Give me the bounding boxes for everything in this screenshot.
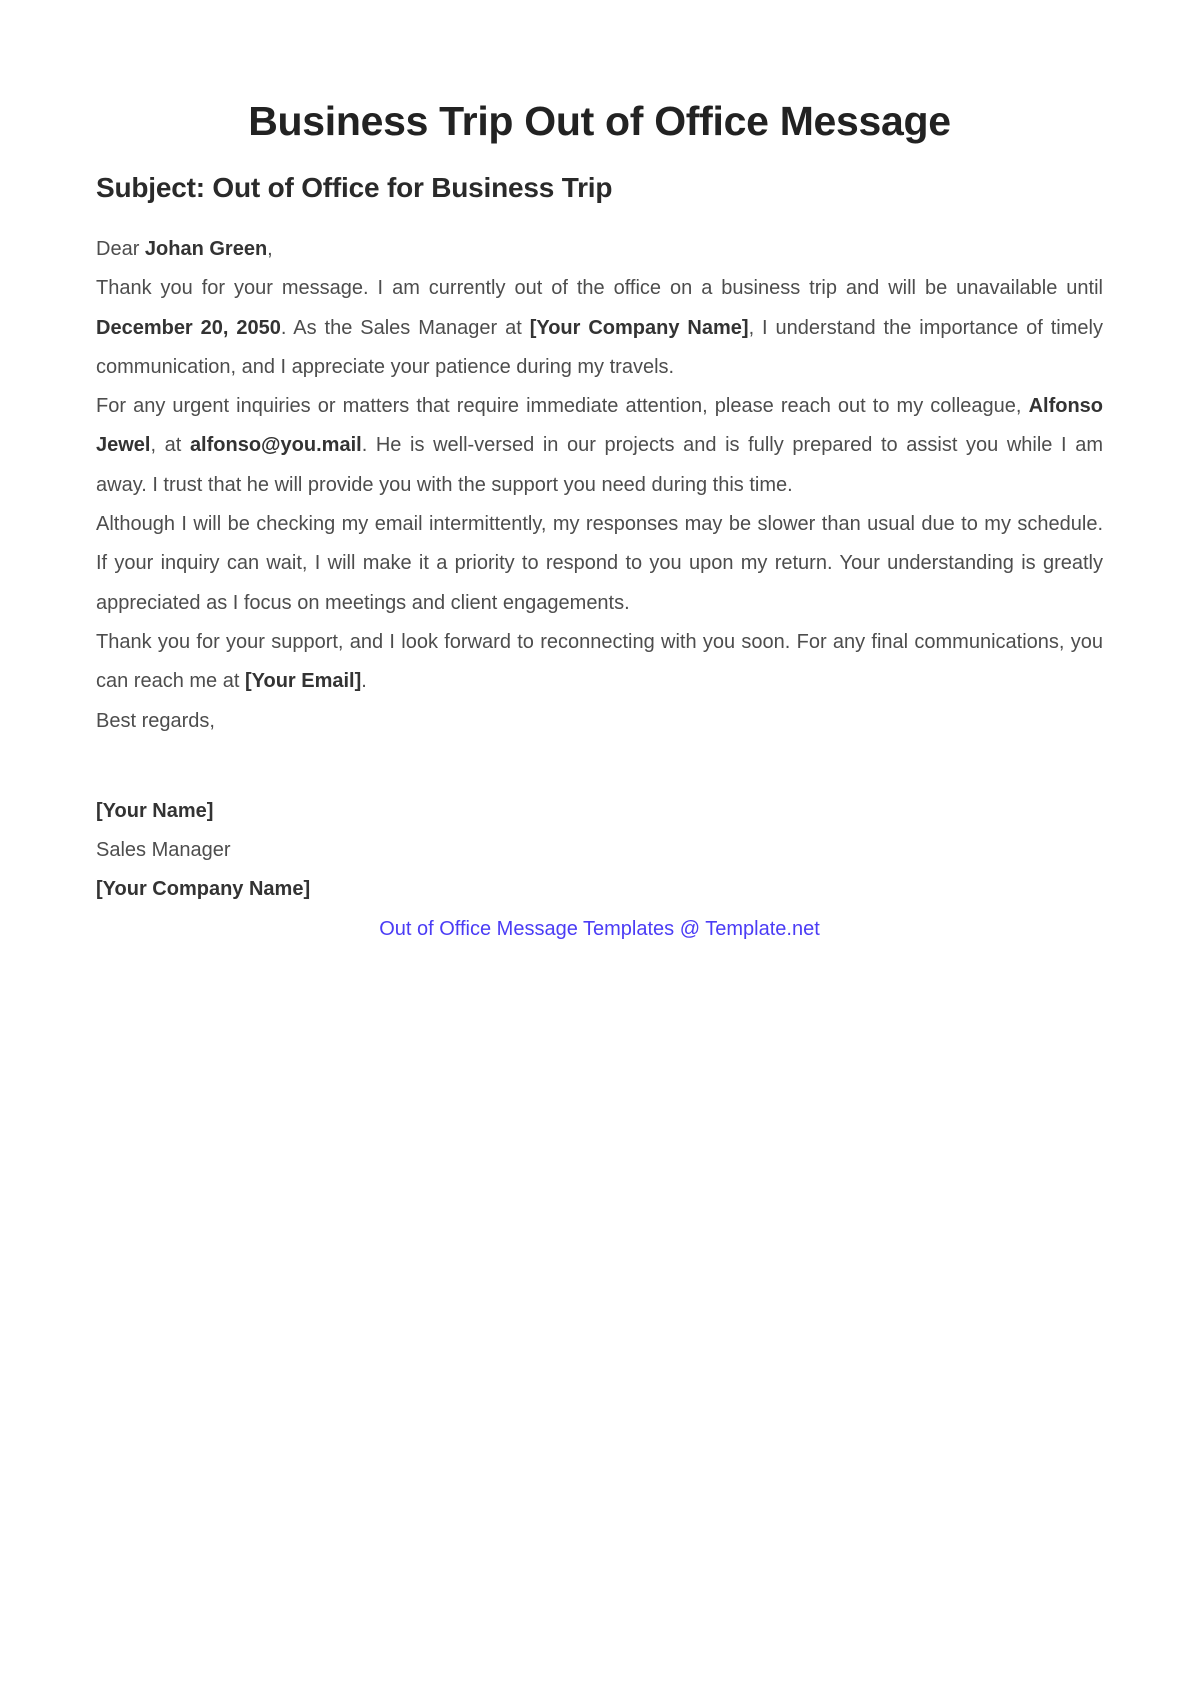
p1-text-a: Thank you for your message. I am currently out of the office on a business trip and will be unavailable until: [96, 277, 1103, 300]
p4-text-a: Thank you for your support, and I look forward to reconnecting with you soon. For any final communications, you can reach me at: [96, 630, 1103, 693]
greeting-suffix: ,: [267, 238, 273, 260]
paragraph-4: [96, 623, 1103, 702]
paragraph-2: [96, 387, 1103, 505]
signature-role: Sales Manager: [96, 839, 231, 862]
signature-name-text: [Your Name]: [96, 799, 214, 822]
paragraph-3: Although I will be checking my email intermittently, my responses may be slower than usual due to my schedule. If your inquiry can wait, I will make it a priority to respond to you upon my return. Your understanding is greatly appreciated as I focus on meetings and client engagements.: [96, 513, 1103, 614]
p4-text-b: .: [361, 670, 367, 693]
templates-link[interactable]: Out of Office Message Templates: [379, 917, 675, 940]
email-placeholder: [Your Email]: [244, 670, 362, 693]
email-subject: Subject: Out of Office for Business Trip: [96, 172, 613, 203]
page-title: Business Trip Out of Office Message: [248, 98, 951, 144]
footer-credit: [96, 910, 1103, 949]
colleague-name: Alfonso Jewel: [96, 395, 1103, 457]
message-body: [96, 230, 1103, 949]
signature-company-text: [Your Company Name]: [96, 878, 311, 901]
colleague-email: alfonso@you.mail: [189, 434, 362, 457]
p2-text-a: For any urgent inquiries or matters that require immediate attention, please reach out to my colleague,: [96, 395, 1029, 418]
p2-text-c: . He is well-versed in our projects and is fully prepared to assist you while I am away. I trust that he will provide you with the support you need during this time.: [96, 434, 1103, 496]
footer-separator: @: [674, 917, 706, 940]
template-net-link[interactable]: Template.net: [705, 917, 820, 940]
p1-text-b: . As the Sales Manager at: [280, 316, 530, 339]
return-date: December 20, 2050: [96, 316, 281, 339]
greeting-prefix: Dear: [96, 238, 145, 260]
spacer: [96, 741, 1103, 792]
closing: Best regards,: [96, 709, 215, 732]
signature-company: [96, 870, 1103, 909]
p1-text-c: , I understand the importance of timely communication, and I appreciate your patience during my travels.: [96, 316, 1103, 378]
signature-name: [96, 792, 1103, 831]
greeting: [96, 230, 1103, 269]
paragraph-1: [96, 269, 1103, 387]
p2-text-b: , at: [150, 434, 190, 457]
recipient-name: Johan Green: [144, 238, 268, 260]
company-placeholder: [Your Company Name]: [529, 316, 749, 339]
